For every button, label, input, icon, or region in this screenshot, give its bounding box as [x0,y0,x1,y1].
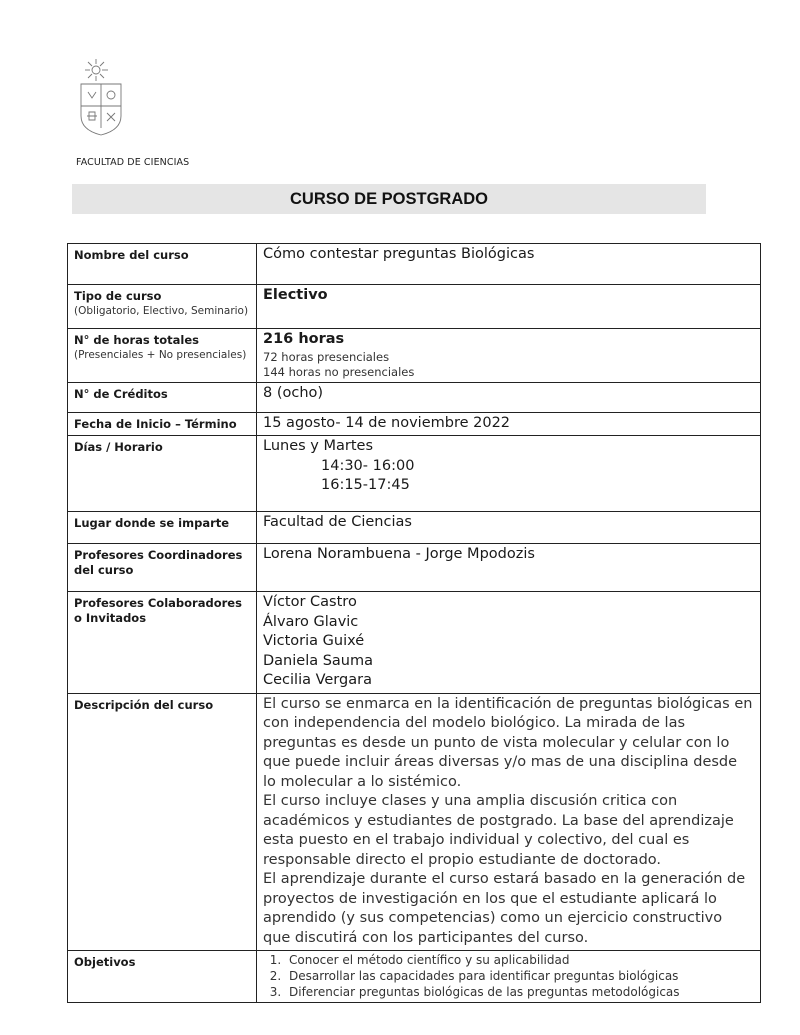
label-total-hours [68,329,257,383]
label-course-name: Nombre del curso [68,244,257,285]
objective-item: 1. Conocer el método científico y su aplicabilidad [285,952,754,968]
value-course-name: Cómo contestar preguntas Biológicas [257,244,761,285]
collaborator-name: Álvaro Glavic [263,613,359,630]
schedule-time-2: 16:15-17:45 [321,477,410,493]
description-paragraph: El curso se enmarca en la identificación de preguntas biológicas en con independencia del modelo biológico. La mirada de las preguntas es desde un punto de vista molecular y celular con lo que puede incluir áreas diversas y/o mas de una disciplina desde lo molecular a lo sistémico. [263,695,753,790]
row-credits [68,382,761,412]
row-coordinators [68,544,761,592]
university-crest-icon [78,58,124,136]
description-paragraph: El curso incluye clases y una amplia discusión critica con académicos y estudiantes de postgrado. La base del aprendizaje esta puesto en el trabajo individual y colectivo, del cual es responsable directo el propio estudiante de doctorado. [263,793,734,868]
value-course-type [257,285,761,329]
row-collaborators [68,592,761,694]
hours-presential: 72 horas presenciales [263,349,390,364]
row-dates [68,412,761,436]
label-course-type [68,285,257,329]
value-coordinators: Lorena Norambuena - Jorge Mpodozis [257,544,761,592]
label-place: Lugar donde se imparte [68,512,257,544]
row-course-name [68,244,761,285]
objective-item: 3. Diferenciar preguntas biológicas de las preguntas metodológicas [285,984,754,1000]
title-bar [72,184,706,214]
value-objectives [257,951,761,1003]
label-description: Descripción del curso [68,693,257,951]
faculty-name: FACULTAD DE CIENCIAS [76,157,190,168]
objective-item: 2. Desarrollar las capacidades para identificar preguntas biológicas [285,968,754,984]
value-credits: 8 (ocho) [257,382,761,412]
schedule-time-1: 14:30- 16:00 [321,457,415,474]
row-total-hours [68,329,761,383]
label-total-hours-sub: (Presenciales + No presenciales) [74,349,247,361]
value-description [257,693,761,951]
total-hours-value: 216 horas [263,331,345,347]
label-schedule: Días / Horario [68,436,257,512]
row-objectives [68,951,761,1003]
hours-non-presential: 144 horas no presenciales [263,364,415,379]
label-course-type-main: Tipo de curso [74,289,162,303]
label-objectives: Objetivos [68,951,257,1003]
course-info-table [67,243,761,1003]
value-schedule [257,436,761,512]
row-schedule [68,436,761,512]
schedule-days: Lunes y Martes [263,438,373,454]
label-dates: Fecha de Inicio – Término [68,412,257,436]
collaborator-name: Daniela Sauma [263,652,374,669]
row-course-type [68,285,761,329]
row-place [68,512,761,544]
value-total-hours [257,329,761,383]
course-type-value: Electivo [263,287,328,303]
collaborator-name: Victoria Guixé [263,633,365,649]
row-description [68,693,761,951]
value-collaborators [257,592,761,694]
value-dates: 15 agosto- 14 de noviembre 2022 [257,412,761,436]
collaborator-name: Cecilia Vergara [263,672,372,688]
collaborator-name: Víctor Castro [263,594,357,610]
description-paragraph: El aprendizaje durante el curso estará basado en la generación de proyectos de investigación en los que el estudiante aplicará lo aprendido (y sus competencias) como un ejercicio constructivo que discutirá con los participantes del curso. [263,871,746,946]
label-coordinators: Profesores Coordinadores del curso [68,544,257,592]
label-credits: N° de Créditos [68,382,257,412]
label-total-hours-main: N° de horas totales [74,333,200,347]
label-course-type-sub: (Obligatorio, Electivo, Seminario) [74,305,249,317]
page-title: CURSO DE POSTGRADO [289,189,489,208]
objectives-list [263,952,754,1000]
label-collaborators: Profesores Colaboradores o Invitados [68,592,257,694]
value-place: Facultad de Ciencias [257,512,761,544]
